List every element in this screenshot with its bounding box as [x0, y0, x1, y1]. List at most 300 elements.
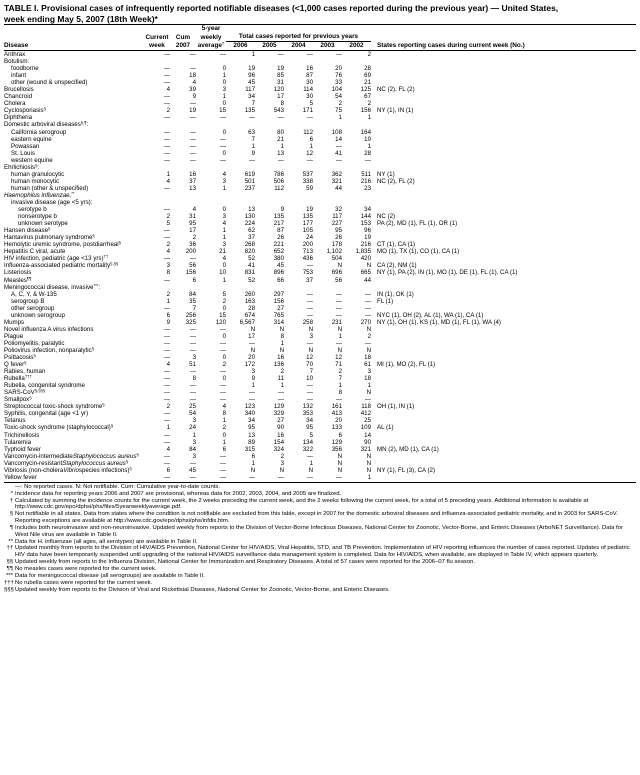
value-cell: —	[219, 51, 226, 58]
table-row	[4, 446, 636, 453]
value-cell: —	[189, 368, 196, 376]
value-cell: —	[306, 396, 313, 404]
value-cell: N	[279, 346, 284, 354]
disease-name: St. Louis	[11, 149, 35, 157]
disease-label	[4, 347, 144, 354]
table-row	[4, 114, 636, 121]
value-cell: 0	[222, 79, 226, 87]
value-cell: 3	[280, 459, 284, 467]
value-cell: —	[306, 382, 313, 390]
disease-label	[4, 298, 144, 305]
value-cell: —	[335, 311, 342, 319]
disease-label	[4, 248, 144, 255]
table-row	[4, 51, 636, 59]
value-cell: —	[189, 459, 196, 467]
table-row	[4, 192, 636, 199]
footnote-mark: §	[118, 241, 122, 246]
footnote-marker: §§	[6, 559, 13, 566]
value-cell: 153	[360, 220, 371, 228]
value-cell: 652	[273, 248, 284, 256]
disease-name: Hepatitis C viral, acute	[4, 248, 66, 256]
value-cell: —	[335, 304, 342, 312]
value-cell: 161	[331, 403, 342, 411]
value-cell	[313, 164, 342, 171]
value-cell: —	[163, 234, 170, 242]
footnote-text: No measles cases were reported for the current week.	[15, 565, 157, 572]
states-reporting	[371, 396, 636, 403]
value-cell: 619	[244, 170, 255, 178]
footnote-mark: **	[71, 191, 75, 196]
value-cell: 765	[273, 311, 284, 319]
table-row	[4, 220, 636, 227]
value-cell: 120	[273, 86, 284, 94]
value-cell: —	[189, 382, 196, 390]
value-cell: 85	[277, 72, 284, 80]
value-cell: 32	[335, 206, 342, 214]
value-cell: N	[337, 325, 342, 333]
disease-label	[4, 58, 144, 65]
value-cell: —	[163, 65, 170, 73]
disease-name: Vibriosis (non-cholera	[4, 466, 64, 474]
states-reporting	[371, 227, 636, 234]
value-cell: 144	[360, 213, 371, 221]
value-cell: —	[219, 382, 226, 390]
value-cell: 87	[277, 227, 284, 235]
disease-name: Tetanus	[4, 417, 26, 425]
disease-label	[4, 51, 144, 59]
value-cell: 10	[306, 375, 313, 383]
value-cell: —	[163, 346, 170, 354]
states-reporting: MI (1), MO (2), FL (1)	[377, 361, 436, 369]
footnote-mark: §	[129, 466, 132, 471]
value-cell: 17	[248, 332, 255, 340]
value-cell: 28	[248, 304, 255, 312]
disease-name: Rabies, human	[4, 368, 46, 376]
disease-label	[4, 171, 144, 178]
value-cell: —	[277, 473, 284, 481]
states-reporting	[371, 206, 636, 213]
value-cell: 14	[335, 135, 342, 143]
value-cell: 1	[309, 142, 313, 150]
value-cell: 2	[367, 100, 371, 108]
value-cell	[313, 192, 342, 199]
value-cell: —	[163, 368, 170, 376]
disease-name: Psittacosis	[4, 354, 34, 362]
disease-label	[4, 241, 144, 248]
value-cell: 24	[306, 234, 313, 242]
value-cell: —	[219, 135, 226, 143]
footnote-marker: **	[8, 538, 13, 545]
table-row	[4, 262, 636, 269]
value-cell: 20	[335, 65, 342, 73]
header-2006: 2006	[226, 42, 255, 51]
footnote	[4, 484, 636, 491]
disease-label	[4, 312, 144, 319]
value-cell: 19	[248, 65, 255, 73]
header-disease: Disease	[4, 42, 144, 51]
value-cell: —	[189, 142, 196, 150]
states-reporting	[371, 199, 636, 206]
disease-name: HIV infection, pediatric (age <13 yrs)	[4, 255, 104, 263]
value-cell: 90	[277, 424, 284, 432]
value-cell: —	[335, 290, 342, 298]
value-cell	[255, 199, 284, 206]
value-cell: —	[189, 255, 196, 263]
value-cell: 25	[364, 417, 371, 425]
disease-label	[4, 269, 144, 276]
table-row	[4, 340, 636, 347]
table-row	[4, 474, 636, 481]
table-row	[4, 439, 636, 446]
value-cell: 3	[367, 368, 371, 376]
value-cell: 7	[251, 135, 255, 143]
value-cell: 17	[189, 227, 196, 235]
value-cell: —	[163, 325, 170, 333]
value-cell: 820	[244, 248, 255, 256]
disease-name: infant	[11, 72, 27, 80]
value-cell: 321	[360, 445, 371, 453]
states-reporting: CT (1), CA (1)	[377, 241, 416, 249]
footnote-mark: §	[91, 346, 95, 351]
value-cell: 134	[302, 438, 313, 446]
footnote	[4, 525, 636, 539]
value-cell	[144, 284, 170, 291]
value-cell: 156	[185, 269, 196, 277]
value-cell: 52	[248, 276, 255, 284]
value-cell: 156	[273, 297, 284, 305]
value-cell: 1	[367, 473, 371, 481]
disease-name: California serogroup	[11, 128, 67, 136]
value-cell	[226, 164, 255, 171]
value-cell: 18	[364, 354, 371, 362]
disease-name: Hantavirus pulmonary syndrome	[4, 234, 93, 242]
states-reporting	[371, 375, 636, 382]
value-cell: 8	[192, 375, 196, 383]
states-reporting	[371, 255, 636, 262]
value-cell: —	[248, 339, 255, 347]
value-cell: 0	[222, 100, 226, 108]
value-cell: 59	[306, 184, 313, 192]
value-cell: —	[163, 473, 170, 481]
states-reporting: AL (1)	[377, 424, 394, 432]
table-row	[4, 157, 636, 164]
value-cell: —	[306, 339, 313, 347]
value-cell: 436	[302, 255, 313, 263]
value-cell: —	[219, 368, 226, 376]
table-row	[4, 453, 636, 460]
value-cell: N	[250, 346, 255, 354]
table-row	[4, 255, 636, 262]
disease-name: western equine	[11, 156, 53, 164]
value-cell: 1	[367, 142, 371, 150]
value-cell: —	[335, 473, 342, 481]
disease-name: Chancroid	[4, 93, 32, 101]
disease-name: foodborne	[11, 65, 39, 73]
disease-label	[4, 389, 144, 396]
footnote-mark: §	[92, 234, 95, 239]
table-row	[4, 382, 636, 389]
value-cell: 2	[166, 107, 170, 115]
value-cell: N	[337, 262, 342, 270]
value-cell: 62	[248, 227, 255, 235]
value-cell: 87	[306, 72, 313, 80]
value-cell	[226, 58, 255, 65]
table-row	[4, 269, 636, 276]
value-cell: 27	[277, 304, 284, 312]
header-2005: 2005	[255, 42, 284, 51]
value-cell: 18	[189, 72, 196, 80]
table-row	[4, 277, 636, 284]
value-cell: 4	[166, 177, 170, 185]
value-cell: 8	[338, 389, 342, 397]
value-cell: 117	[332, 213, 342, 221]
value-cell: 63	[248, 128, 255, 136]
value-cell: 5	[309, 431, 313, 439]
table-row	[4, 199, 636, 206]
disease-label	[4, 467, 144, 474]
disease-name: invasive disease (age <5 yrs):	[11, 198, 93, 206]
disease-label	[4, 354, 144, 361]
table-row	[4, 432, 636, 439]
disease-name: serotype b	[18, 206, 47, 214]
value-cell: —	[219, 156, 226, 164]
value-cell: 8	[280, 332, 284, 340]
footnote-marker: †††	[4, 579, 14, 586]
value-cell: 7	[251, 100, 255, 108]
value-cell	[255, 58, 284, 65]
states-reporting	[371, 389, 636, 396]
value-cell: —	[189, 339, 196, 347]
value-cell: —	[163, 396, 170, 404]
disease-name: Poliomyelitis, paralytic	[4, 339, 65, 347]
value-cell: 4	[166, 86, 170, 94]
value-cell: 10	[364, 135, 371, 143]
disease-name: Streptococcal toxic-shock syndrome	[4, 403, 103, 411]
footnote-text: Updated monthly from reports to the Division of HIV/AIDS Prevention, National Center for HIV/AIDS, Viral Hepatitis, STD, and TB Prevention. Implementation of HIV reporting influences the number of cases reported. Updates of pediatric HIV data have been temporarily suspended until upgrading of the national HIV/AIDS surveillance data management system is completed. Data for HIV/AIDS, when available, are displayed in Table IV, which appears quarterly.	[15, 545, 630, 559]
table-row	[4, 136, 636, 143]
footnote-text: Data for H. influenzae (all ages, all serotypes) are available in Table II.	[15, 538, 198, 545]
disease-label	[4, 446, 144, 453]
value-cell	[170, 199, 196, 206]
value-cell: —	[163, 227, 170, 235]
value-cell: 132	[302, 403, 313, 411]
value-cell	[284, 192, 313, 199]
disease-label	[4, 340, 144, 347]
table-row	[4, 284, 636, 291]
footnote-mark: ††	[103, 255, 109, 260]
disease-name: Vancomycin-resistant	[4, 459, 63, 467]
states-reporting	[371, 136, 636, 143]
disease-label	[4, 192, 144, 199]
value-cell: 20	[335, 417, 342, 425]
value-cell: —	[248, 114, 255, 122]
value-cell: —	[219, 452, 226, 460]
states-reporting: FL (1)	[377, 297, 394, 305]
states-reporting: IN (1), OK (1)	[377, 290, 414, 298]
disease-label	[4, 185, 144, 192]
disease-name: Smallpox	[4, 396, 30, 404]
value-cell: —	[364, 297, 371, 305]
value-cell: 163	[244, 297, 255, 305]
value-cell: N	[308, 325, 313, 333]
value-cell: 324	[273, 445, 284, 453]
value-cell	[144, 192, 170, 199]
disease-label	[4, 86, 144, 93]
footnote-mark: §	[102, 403, 105, 408]
disease-name-italic: Vibrio	[63, 466, 79, 474]
value-cell: —	[163, 339, 170, 347]
value-cell: —	[219, 142, 226, 150]
disease-name: Plague	[4, 332, 24, 340]
value-cell: 12	[306, 354, 313, 362]
states-reporting	[371, 72, 636, 79]
value-cell	[144, 121, 170, 128]
value-cell: 2	[166, 213, 170, 221]
value-cell: 135	[244, 107, 255, 115]
value-cell: 216	[360, 241, 371, 249]
value-cell: 10	[219, 269, 226, 277]
table-row	[4, 467, 636, 474]
value-cell: —	[189, 114, 196, 122]
disease-name-italic: Staphylococcus aureus	[62, 459, 126, 467]
value-cell: 786	[273, 170, 284, 178]
value-cell: 39	[189, 86, 196, 94]
value-cell: 44	[364, 276, 371, 284]
value-cell: 4	[222, 220, 226, 228]
table-row	[4, 361, 636, 368]
footnote-marker: ¶	[9, 524, 13, 531]
value-cell: 3	[192, 438, 196, 446]
footnote-marker: ¶¶	[6, 565, 13, 572]
disease-label	[4, 178, 144, 185]
value-cell: 2	[222, 361, 226, 369]
footnotes	[4, 482, 636, 594]
value-cell: 713	[302, 248, 313, 256]
value-cell: 90	[364, 438, 371, 446]
disease-label	[4, 227, 144, 234]
value-cell: 15	[219, 107, 226, 115]
states-reporting	[371, 185, 636, 192]
disease-label	[4, 213, 144, 220]
table-row	[4, 298, 636, 305]
value-cell: 1	[251, 459, 255, 467]
states-reporting: NY (1), OH (1), KS (1), MD (1), FL (1), WA (4)	[377, 318, 501, 326]
value-cell: 17	[277, 93, 284, 101]
value-cell: 1	[222, 276, 226, 284]
value-cell: 9	[251, 149, 255, 157]
value-cell: —	[163, 332, 170, 340]
states-reporting	[371, 340, 636, 347]
value-cell: —	[306, 389, 313, 397]
disease-label	[4, 262, 144, 269]
table-row	[4, 248, 636, 255]
value-cell: 6	[222, 445, 226, 453]
value-cell: —	[163, 410, 170, 418]
disease-label	[4, 319, 144, 326]
value-cell: —	[219, 473, 226, 481]
value-cell: 322	[302, 445, 313, 453]
table-row	[4, 93, 636, 100]
value-cell	[196, 284, 226, 291]
value-cell: 2	[338, 100, 342, 108]
value-cell: 501	[244, 177, 255, 185]
value-cell: —	[306, 297, 313, 305]
value-cell: —	[163, 431, 170, 439]
value-cell: 67	[364, 93, 371, 101]
value-cell: 19	[306, 206, 313, 214]
value-cell: —	[219, 396, 226, 404]
table-row	[4, 227, 636, 234]
value-cell: 6,567	[239, 318, 255, 326]
value-cell: 9	[166, 318, 170, 326]
value-cell: 268	[244, 241, 255, 249]
table-row	[4, 206, 636, 213]
table-row	[4, 129, 636, 136]
value-cell: —	[219, 325, 226, 333]
value-cell: 0	[222, 206, 226, 214]
value-cell: 1	[367, 382, 371, 390]
table-row	[4, 424, 636, 431]
footnote-mark: §	[136, 452, 139, 457]
value-cell: 2	[192, 234, 196, 242]
value-cell: —	[335, 297, 342, 305]
value-cell: 118	[361, 403, 371, 411]
value-cell: 314	[273, 318, 284, 326]
states-reporting	[371, 347, 636, 354]
value-cell: 5	[166, 220, 170, 228]
table-row	[4, 100, 636, 107]
states-reporting	[371, 439, 636, 446]
disease-label	[4, 100, 144, 107]
states-reporting: OH (1), IN (1)	[377, 403, 415, 411]
value-cell: 237	[244, 184, 255, 192]
disease-label	[4, 114, 144, 121]
value-cell: —	[248, 396, 255, 404]
disease-label	[4, 368, 144, 375]
value-cell: —	[189, 51, 196, 58]
value-cell	[170, 192, 196, 199]
value-cell: 221	[273, 241, 284, 249]
footnote-marker: ††	[6, 545, 13, 552]
value-cell: 0	[222, 304, 226, 312]
value-cell: 96	[248, 72, 255, 80]
value-cell: 831	[244, 269, 255, 277]
value-cell: 3	[192, 417, 196, 425]
table-row	[4, 241, 636, 248]
footnote-mark: §	[29, 396, 32, 401]
value-cell	[196, 164, 226, 171]
value-cell: 412	[360, 410, 371, 418]
value-cell: —	[163, 149, 170, 157]
disease-label	[4, 361, 144, 368]
value-cell: 156	[360, 107, 371, 115]
value-cell: 71	[335, 361, 342, 369]
value-cell: 21	[219, 248, 226, 256]
value-cell: —	[163, 206, 170, 214]
value-cell: 34	[306, 417, 313, 425]
disease-label	[4, 199, 144, 206]
value-cell: —	[306, 452, 313, 460]
disease-name-italic: Staphylococcus aureus	[72, 452, 137, 460]
value-cell: 356	[331, 445, 342, 453]
value-cell: 674	[244, 311, 255, 319]
value-cell: 329	[273, 410, 284, 418]
value-cell: 178	[331, 241, 342, 249]
value-cell: —	[335, 396, 342, 404]
value-cell: 227	[331, 220, 342, 228]
value-cell: 2	[338, 368, 342, 376]
states-reporting	[371, 150, 636, 157]
